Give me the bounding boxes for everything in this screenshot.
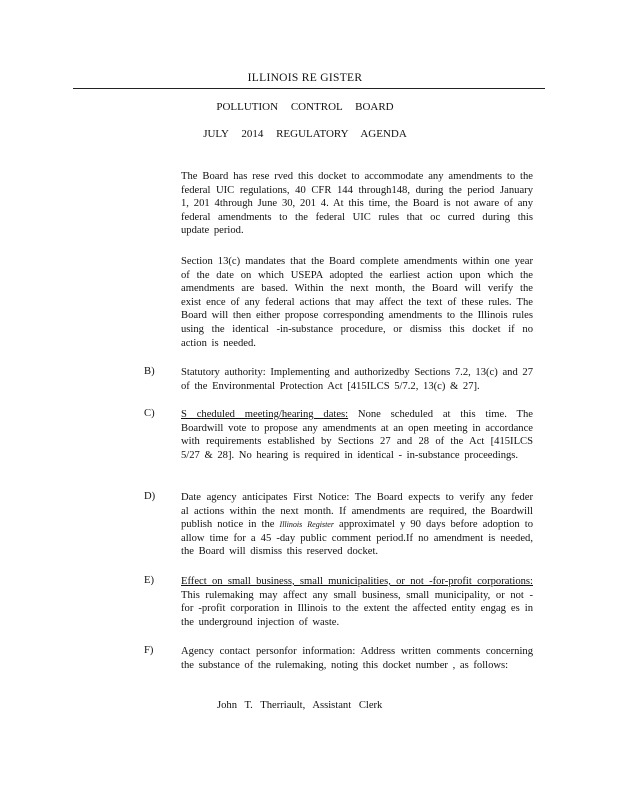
header-divider [73,88,545,89]
item-label-c: C) [144,408,155,419]
illinois-italic: Illinois [279,520,303,530]
intro-paragraph: The Board has rese rved this docket to accommodate any amendments to the federal UIC regulations, 40 CFR 144 through148, during the period January 1, 201 4through June 30, 201 4. At this time, the Board is not aware of any federal amendments to the federal UIC rules that oc curred during this update period. [181,171,533,237]
contact-name: John T. Therriault, Assistant Clerk [217,700,383,711]
first-notice-text-a: Date agency anticipates First Notice: The Board expects to verify any feder al actions within the next month. If amendments are required, the Boardwill publish notice in the [181,492,533,531]
scheduled-meeting-text: None scheduled at this time. The Boardwill vote to propose any amendments at an open meeting in accordance with requirements established by Sections 27 and 28 of the Act [415ILCS 5/27 & 28]. No hearing is required in identical - in-substance proceedings. [181,409,533,461]
first-notice-text-b: approximatel y 90 days before adoption to allow time for a 45 -day public comment period.If no amendment is needed, the Board will dismiss this reserved docket. [181,519,534,558]
board-name: POLLUTION CONTROL BOARD [216,101,394,113]
scheduled-meeting-item [181,408,533,462]
first-notice-item [181,491,533,559]
register-italic: Register [307,520,334,530]
register-title: ILLINOIS RE GISTER [247,72,363,84]
section-13c-paragraph: Section 13(c) mandates that the Board complete amendments within one year of the date on which USEPA adopted the earliest action upon which the amendments are based. Within the next month, the Board will verify the exist ence of any federal actions that may affect the text of these rules. The Board will then either propose corresponding amendments to the Illinois rules using the identical -in-substance procedure, or dismiss this docket if no action is needed. [181,256,533,349]
small-business-effect-item [181,575,533,629]
statutory-authority-item: Statutory authority: Implementing and authorizedby Sections 7.2, 13(c) and 27 of the Environmental Protection Act [415ILCS 5/7.2, 13(c) & 27]. [181,367,533,392]
item-label-f: F) [144,645,154,656]
scheduled-meeting-heading: S cheduled meeting/hearing dates: [181,409,349,420]
item-label-e: E) [144,575,154,586]
agency-contact-item: Agency contact personfor information: Address written comments concerning the substance of the rulemaking, noting this docket number , as follows: [181,646,533,671]
agenda-title: JULY 2014 REGULATORY AGENDA [203,128,407,140]
small-business-text: This rulemaking may affect any small business, small municipality, or not -for -profit corporation in Illinois to the extent the affected entity engag es in the underground injection of waste. [181,589,533,628]
item-label-d: D) [144,491,156,502]
small-business-heading: Effect on small business, small municipalities, or not -for-profit corporations: [181,576,533,587]
item-label-b: B) [144,366,155,377]
